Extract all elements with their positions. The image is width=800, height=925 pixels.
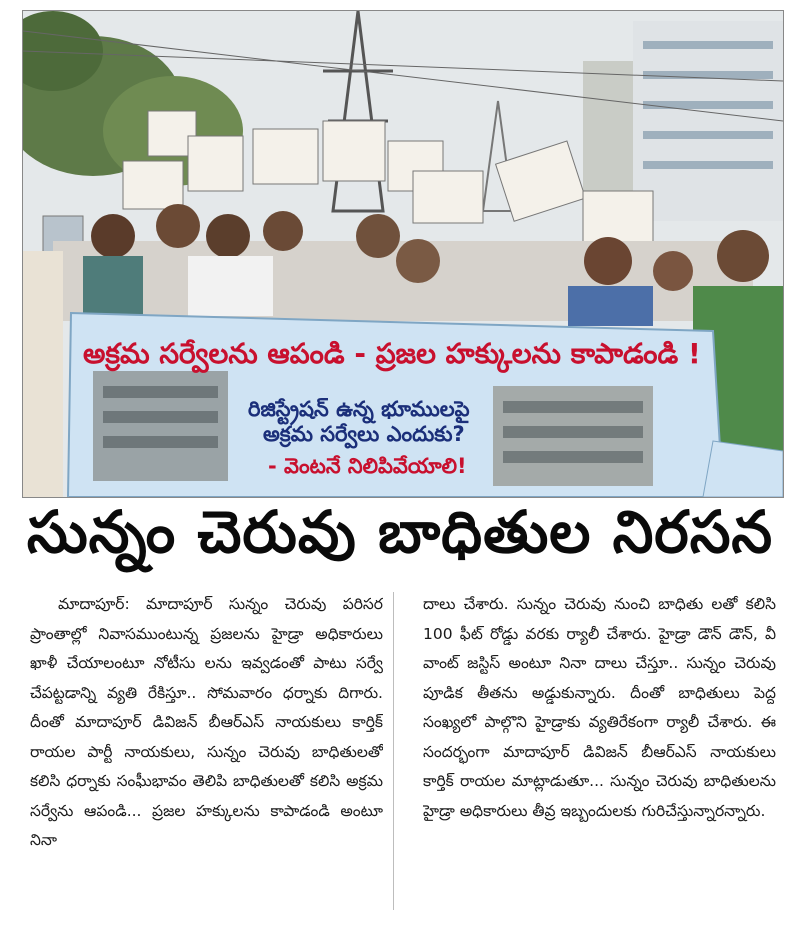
article-column-2-text: దాలు చేశారు. సున్నం చెరువు నుంచి బాధితు లతో కలిసి 100 ఫీట్ రోడ్డు వరకు ర్యాలీ చేశారు. హైడ్రా డౌన్ డౌన్, వీ వాంట్ జస్టిస్ అంటూ నినా దాలు చేస్తూ.. సున్నం చెరువు పూడిక తీతను అడ్డుకున్నారు. దీంతో బాధితులు పెద్ద సంఖ్యలో పాల్గొని హైడ్రాకు వ్యతిరేకంగా ర్యాలీ చేశారు. ఈ సందర్భంగా మాదాపూర్ డివిజన్ బీఆర్ఎస్ నాయకులు కార్తిక్ రాయల మాట్లాడుతూ... సున్నం చెరువు బాధితులను హైడ్రా అధికారులు తీవ్ర ఇబ్బందులకు గురిచేస్తున్నారన్నారు. — [423, 595, 776, 820]
column-divider — [393, 592, 394, 910]
banner-line-2: అక్రమ సర్వేలు ఎందుకు? — [263, 422, 465, 446]
news-photo — [22, 10, 784, 498]
article-column-1-text: మాదాపూర్: మాదాపూర్ సున్నం చెరువు పరిసర ప్రాంతాల్లో నివాసముంటున్న ప్రజలను హైడ్రా అధికారులు ఖాళీ చేయాలంటూ నోటీసు లను ఇవ్వడంతో పాటు సర్వే చేపట్టడాన్ని వ్యతి రేకిస్తూ.. సోమవారం ధర్నాకు దిగారు. దీంతో మాదాపూర్ డివిజన్ బీఆర్ఎస్ నాయకులు కార్తిక్ రాయల పార్టీ నాయకులు, సున్నం చెరువు బాధితులతో కలిసి ధర్నాకు సంఘీభావం తెలిపి బాధితులతో కలిసి అక్రమ సర్వేను ఆపండి... ప్రజల హక్కులను కాపాడండి అంటూ నినా — [30, 595, 383, 849]
banner-line-3: - వెంటనే నిలిపివేయాలి! — [268, 454, 467, 478]
protest-banner — [68, 313, 723, 497]
article-column-1 — [30, 590, 383, 915]
protest-photo-illustration — [23, 11, 783, 497]
banner-line-1: రిజిస్ట్రేషన్ ఉన్న భూములపై — [248, 397, 470, 421]
article-body — [30, 590, 776, 915]
banner-main-text: అక్రమ సర్వేలను ఆపండి - ప్రజల హక్కులను కాపాడండి ! — [83, 337, 701, 370]
headline: సున్నం చెరువు బాధితుల నిరసన — [26, 497, 774, 566]
article-column-2 — [423, 590, 776, 915]
